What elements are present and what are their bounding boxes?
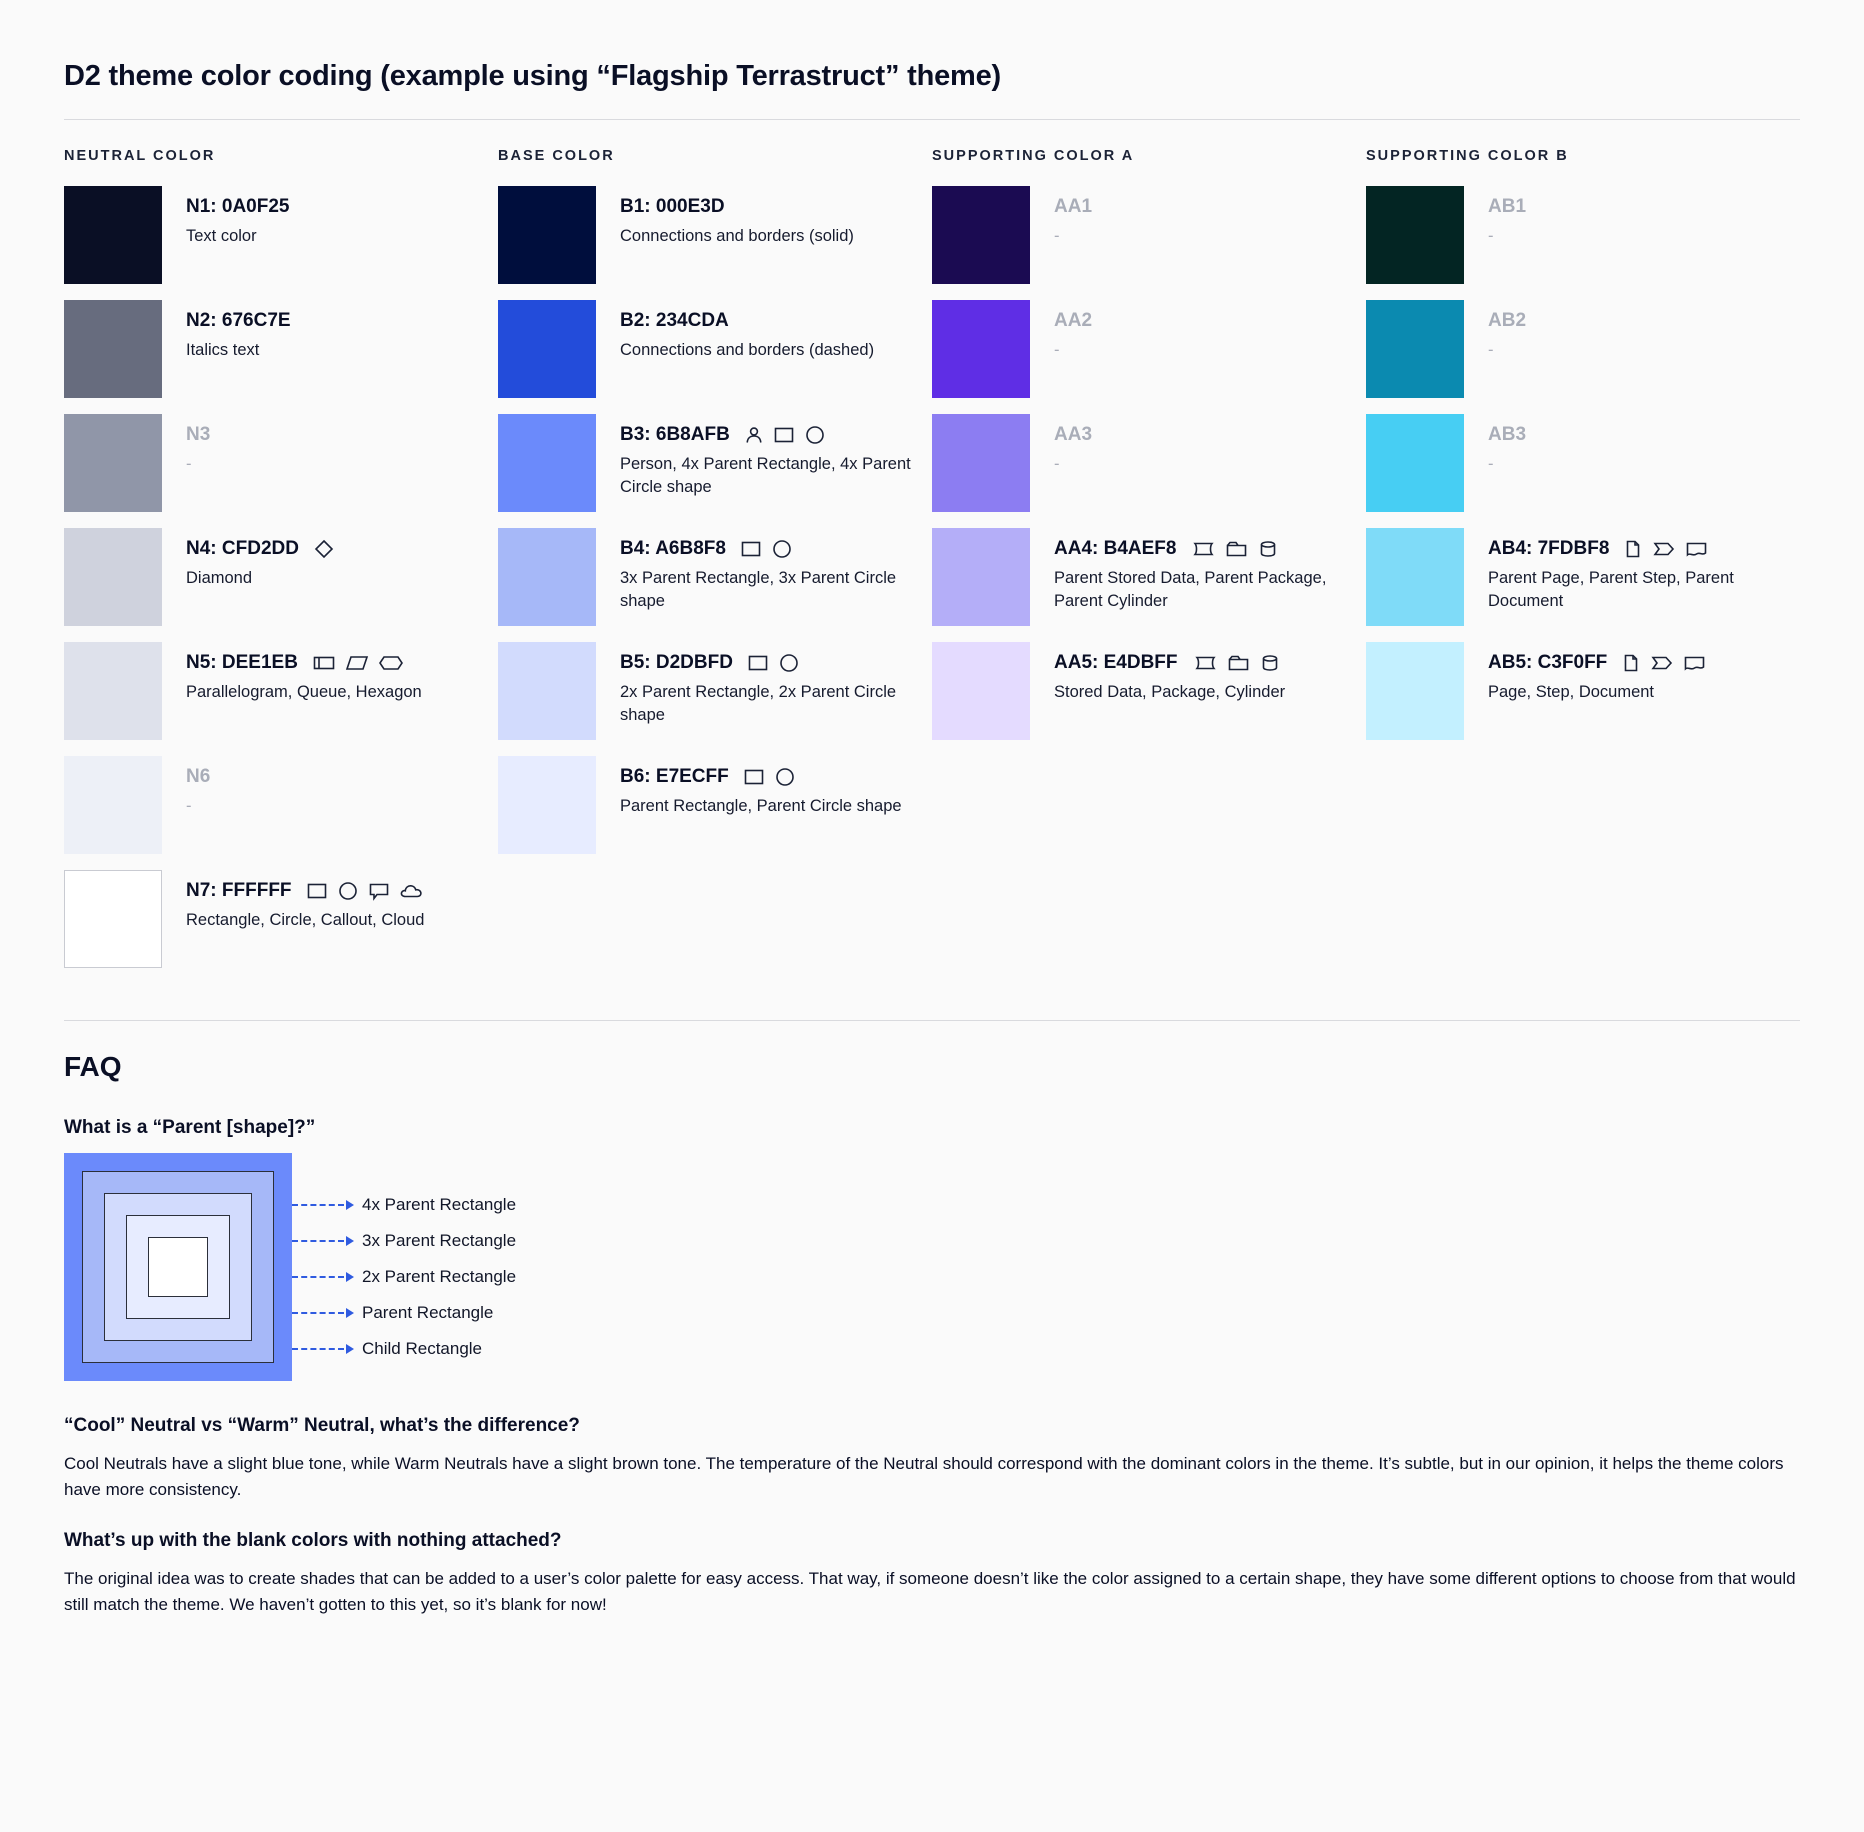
color-swatch (64, 300, 162, 398)
document-icon (1683, 653, 1707, 673)
package-icon (1225, 539, 1249, 559)
legend-item (292, 1331, 516, 1367)
arrow-icon (346, 1236, 354, 1246)
swatch-code: N7: FFFFFF (186, 880, 292, 901)
color-swatch (64, 414, 162, 512)
arrow-icon (346, 1272, 354, 1282)
swatch-body (1464, 186, 1526, 248)
circle-icon (337, 881, 359, 901)
swatch-description: Parent Stored Data, Parent Package, Parent Cylinder (1054, 568, 1327, 610)
color-swatch (498, 642, 596, 740)
cloud-icon (399, 881, 425, 901)
swatch-code: AB2 (1488, 310, 1527, 331)
faq-item-cool-warm (64, 1415, 1800, 1502)
swatch-description: - (1488, 340, 1494, 359)
faq-question: What is a “Parent [shape]?” (64, 1117, 316, 1138)
swatch-description: Rectangle, Circle, Callout, Cloud (186, 910, 425, 929)
swatch-code: AA5: E4DBFF (1054, 652, 1178, 673)
swatch-label-wrap (186, 766, 210, 788)
arrow-icon (346, 1308, 354, 1318)
page-icon (1621, 653, 1641, 673)
color-swatch (64, 528, 162, 626)
swatch-body (162, 300, 291, 362)
column-heading: BASE COLOR (498, 148, 615, 164)
swatch-code: AA1 (1054, 196, 1093, 217)
leader-line (292, 1312, 344, 1315)
swatch-description: 3x Parent Rectangle, 3x Parent Circle shape (620, 568, 897, 610)
leader-line (292, 1276, 344, 1279)
legend-label: 4x Parent Rectangle (362, 1195, 517, 1214)
rectangle-icon (773, 425, 795, 445)
faq-divider (64, 1020, 1800, 1021)
color-swatch-row (932, 186, 1348, 284)
swatch-label-wrap (1054, 652, 1285, 674)
person-icon (744, 425, 764, 445)
swatch-code: N5: DEE1EB (186, 652, 298, 673)
swatch-body (162, 642, 422, 704)
shape-icon-group (1621, 653, 1707, 673)
swatch-body (596, 414, 914, 498)
swatch-description: Connections and borders (dashed) (620, 340, 875, 359)
faq-item-parent-shape (64, 1117, 1800, 1381)
circle-icon (778, 653, 800, 673)
step-icon (1652, 539, 1676, 559)
swatch-description: - (1488, 226, 1494, 245)
page-icon (1623, 539, 1643, 559)
shape-icon-group (312, 653, 404, 673)
color-swatch-row (64, 756, 480, 854)
shape-icon-group (306, 881, 425, 901)
parent-shape-diagram (64, 1153, 1800, 1381)
color-swatch (64, 642, 162, 740)
swatch-description: Connections and borders (solid) (620, 226, 854, 245)
shape-icon-group (1623, 539, 1709, 559)
faq-question: What’s up with the blank colors with nothing attached? (64, 1530, 562, 1551)
rectangle-icon (740, 539, 762, 559)
swatch-label-wrap (1488, 652, 1707, 674)
legend-item (292, 1223, 516, 1259)
swatch-code: N4: CFD2DD (186, 538, 299, 559)
swatch-code: AB5: C3F0FF (1488, 652, 1608, 673)
legend-label: Child Rectangle (362, 1339, 483, 1358)
swatch-body (162, 186, 290, 248)
color-swatch (932, 186, 1030, 284)
title-divider (64, 119, 1800, 120)
rectangle-icon (743, 767, 765, 787)
shape-icon-group (1190, 539, 1278, 559)
color-swatch-row (498, 414, 914, 512)
shape-icon-group (747, 653, 800, 673)
color-swatch (64, 186, 162, 284)
swatch-label-wrap (186, 310, 291, 332)
circle-icon (774, 767, 796, 787)
swatch-label-wrap (1054, 424, 1092, 446)
faq-question: “Cool” Neutral vs “Warm” Neutral, what’s the difference? (64, 1415, 580, 1436)
swatch-code: N1: 0A0F25 (186, 196, 290, 217)
color-swatch-row (64, 414, 480, 512)
color-swatch-row (932, 528, 1348, 626)
color-swatch (1366, 642, 1464, 740)
swatch-description: - (186, 454, 192, 473)
swatch-code: AA4: B4AEF8 (1054, 538, 1177, 559)
swatch-body (162, 870, 425, 932)
swatch-label-wrap (1054, 310, 1092, 332)
swatch-code: AB3 (1488, 424, 1527, 445)
leader-line (292, 1204, 344, 1207)
arrow-icon (346, 1344, 354, 1354)
color-swatch-row (64, 300, 480, 398)
shape-icon-group (1192, 653, 1280, 673)
swatch-label-wrap (186, 538, 335, 560)
swatch-body (1030, 300, 1092, 362)
swatch-description: - (1488, 454, 1494, 473)
swatch-label-wrap (186, 424, 210, 446)
color-swatch (932, 414, 1030, 512)
queue-icon (312, 653, 336, 673)
swatch-body (162, 528, 335, 590)
swatch-description: Italics text (186, 340, 260, 359)
package-icon (1227, 653, 1251, 673)
color-swatch-row (64, 642, 480, 740)
swatch-code: B5: D2DBFD (620, 652, 733, 673)
swatch-code: AB4: 7FDBF8 (1488, 538, 1610, 559)
color-swatch-row (498, 756, 914, 854)
swatch-body (1464, 642, 1707, 704)
color-columns (64, 148, 1800, 984)
color-swatch (1366, 300, 1464, 398)
color-swatch (1366, 528, 1464, 626)
swatch-description: - (1054, 340, 1060, 359)
color-swatch (498, 186, 596, 284)
swatch-body (596, 300, 874, 362)
color-swatch (498, 528, 596, 626)
color-swatch-row (64, 528, 480, 626)
rectangle-icon (306, 881, 328, 901)
color-swatch-row (1366, 300, 1782, 398)
swatch-body (596, 756, 902, 818)
swatch-description: Stored Data, Package, Cylinder (1054, 682, 1286, 701)
cylinder-icon (1258, 539, 1278, 559)
color-swatch-row (1366, 414, 1782, 512)
legend-label: 3x Parent Rectangle (362, 1231, 517, 1250)
swatch-description: Parent Page, Parent Step, Parent Document (1488, 568, 1734, 610)
swatch-description: Text color (186, 226, 257, 245)
swatch-body (1030, 642, 1285, 704)
color-swatch-row (1366, 528, 1782, 626)
cylinder-icon (1260, 653, 1280, 673)
color-swatch (1366, 186, 1464, 284)
swatch-label-wrap (1054, 196, 1092, 218)
swatch-label-wrap (1054, 538, 1348, 560)
color-swatch (932, 300, 1030, 398)
color-swatch-row (64, 870, 480, 968)
swatch-body (1464, 300, 1526, 362)
callout-icon (368, 881, 390, 901)
swatch-description: Parallelogram, Queue, Hexagon (186, 682, 422, 701)
swatch-label-wrap (186, 880, 425, 902)
color-swatch (498, 300, 596, 398)
faq-answer: The original idea was to create shades that can be added to a user’s color palette for easy access. That way, if someone doesn’t like the color assigned to a certain shape, they have some different options to choose from that would still match the theme. We haven’t gotten to this yet, so it’s blank for now! (64, 1569, 1796, 1614)
color-column (498, 148, 932, 984)
color-swatch (932, 642, 1030, 740)
legend-item (292, 1295, 516, 1331)
swatch-body (1464, 414, 1526, 476)
swatch-description: - (186, 796, 192, 815)
color-swatch-row (1366, 186, 1782, 284)
swatch-body (1030, 528, 1348, 612)
color-swatch (64, 756, 162, 854)
parallelogram-icon (345, 653, 369, 673)
shape-icon-group (313, 539, 335, 559)
swatch-label-wrap (620, 310, 874, 332)
swatch-label-wrap (186, 196, 290, 218)
color-column (1366, 148, 1800, 984)
swatch-label-wrap (620, 766, 902, 788)
diamond-icon (313, 539, 335, 559)
color-column (64, 148, 498, 984)
color-swatch (498, 414, 596, 512)
diagram-legend (292, 1153, 516, 1367)
legend-item (292, 1187, 516, 1223)
hexagon-icon (378, 653, 404, 673)
shape-icon-group (740, 539, 793, 559)
swatch-code: AA3 (1054, 424, 1093, 445)
shape-icon-group (744, 425, 826, 445)
swatch-label-wrap (186, 652, 422, 674)
legend-label: 2x Parent Rectangle (362, 1267, 517, 1286)
swatch-label-wrap (620, 538, 914, 560)
column-heading: SUPPORTING COLOR B (1366, 148, 1569, 164)
swatch-body (162, 414, 210, 476)
swatch-description: 2x Parent Rectangle, 2x Parent Circle shape (620, 682, 897, 724)
swatch-code: B6: E7ECFF (620, 766, 729, 787)
column-heading: NEUTRAL COLOR (64, 148, 216, 164)
swatch-code: N3 (186, 424, 211, 445)
nested-rectangles (64, 1153, 292, 1381)
color-swatch-row (498, 300, 914, 398)
swatch-description: - (1054, 454, 1060, 473)
swatch-code: B1: 000E3D (620, 196, 725, 217)
swatch-code: B2: 234CDA (620, 310, 729, 331)
swatch-body (596, 642, 914, 726)
document-icon (1685, 539, 1709, 559)
color-swatch-row (932, 414, 1348, 512)
swatch-description: Person, 4x Parent Rectangle, 4x Parent Circle shape (620, 454, 911, 496)
faq-item-blank-colors (64, 1530, 1800, 1617)
legend-item (292, 1259, 516, 1295)
circle-icon (771, 539, 793, 559)
stored-data-icon (1190, 539, 1216, 559)
rectangle-icon (747, 653, 769, 673)
column-heading: SUPPORTING COLOR A (932, 148, 1135, 164)
arrow-icon (346, 1200, 354, 1210)
swatch-body (596, 528, 914, 612)
color-swatch (932, 528, 1030, 626)
swatch-label-wrap (620, 652, 914, 674)
swatch-description: Page, Step, Document (1488, 682, 1655, 701)
swatch-body (596, 186, 854, 248)
page-title: D2 theme color coding (example using “Flagship Terrastruct” theme) (64, 60, 1002, 92)
color-swatch-row (498, 186, 914, 284)
color-swatch-row (64, 186, 480, 284)
swatch-code: B3: 6B8AFB (620, 424, 730, 445)
swatch-body (1030, 186, 1092, 248)
swatch-label-wrap (1488, 424, 1526, 446)
nested-rectangle (148, 1237, 208, 1297)
swatch-code: N6 (186, 766, 211, 787)
swatch-body (1464, 528, 1782, 612)
swatch-label-wrap (1488, 196, 1526, 218)
swatch-label-wrap (620, 196, 854, 218)
swatch-label-wrap (1488, 538, 1782, 560)
color-swatch-row (1366, 642, 1782, 740)
step-icon (1650, 653, 1674, 673)
legend-label: Parent Rectangle (362, 1303, 494, 1322)
color-swatch (498, 756, 596, 854)
swatch-body (162, 756, 210, 818)
swatch-code: AA2 (1054, 310, 1093, 331)
color-column (932, 148, 1366, 984)
color-swatch-row (932, 642, 1348, 740)
circle-icon (804, 425, 826, 445)
swatch-label-wrap (620, 424, 914, 446)
color-swatch (64, 870, 162, 968)
color-swatch (1366, 414, 1464, 512)
faq-title: FAQ (64, 1051, 122, 1082)
swatch-label-wrap (1488, 310, 1526, 332)
swatch-body (1030, 414, 1092, 476)
swatch-code: B4: A6B8F8 (620, 538, 726, 559)
swatch-description: Diamond (186, 568, 253, 587)
color-swatch-row (498, 642, 914, 740)
swatch-code: AB1 (1488, 196, 1527, 217)
stored-data-icon (1192, 653, 1218, 673)
swatch-code: N2: 676C7E (186, 310, 291, 331)
leader-line (292, 1348, 344, 1351)
faq-answer: Cool Neutrals have a slight blue tone, while Warm Neutrals have a slight brown tone. The temperature of the Neutral should correspond with the dominant colors in the theme. It’s subtle, but in our opinion, it helps the theme colors have more consistency. (64, 1454, 1784, 1499)
leader-line (292, 1240, 344, 1243)
swatch-description: Parent Rectangle, Parent Circle shape (620, 796, 902, 815)
shape-icon-group (743, 767, 796, 787)
swatch-description: - (1054, 226, 1060, 245)
color-swatch-row (498, 528, 914, 626)
color-swatch-row (932, 300, 1348, 398)
